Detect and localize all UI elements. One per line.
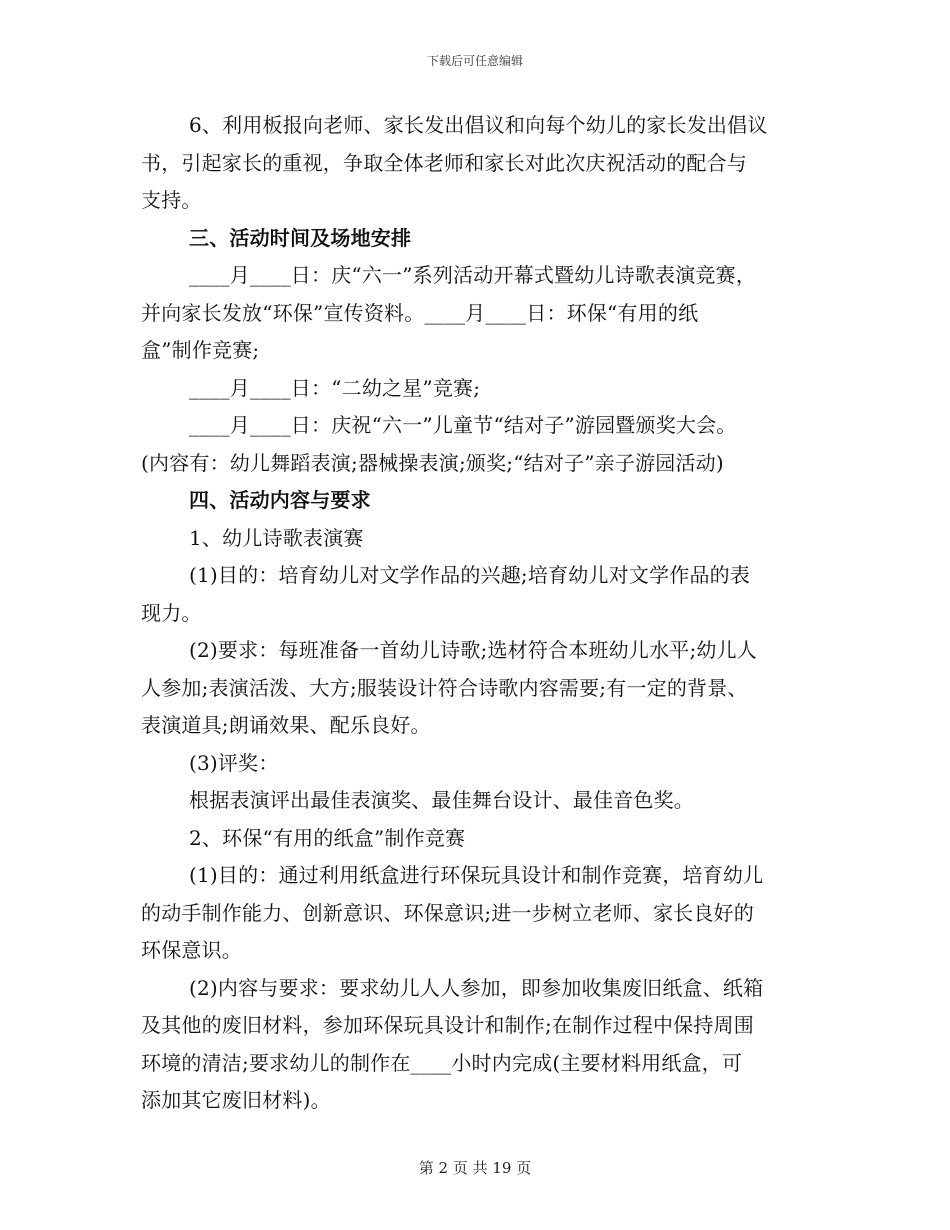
paragraph-line: 盒”制作竞赛; <box>141 338 260 362</box>
paragraph-line: 根据表演评出最佳表演奖、最佳舞台设计、最佳音色奖。 <box>189 788 694 812</box>
paragraph-line: 支持。 <box>141 188 202 212</box>
paragraph-line: ____月____日：庆“六一”系列活动开幕式暨幼儿诗歌表演竞赛， <box>189 263 757 287</box>
section-heading: 四、活动内容与要求 <box>189 488 371 512</box>
paragraph-line: 人参加;表演活泼、大方;服装设计符合诗歌内容需要;有一定的背景、 <box>141 675 748 700</box>
paragraph-line: ____月____日：“二幼之星”竞赛; <box>189 375 481 400</box>
paragraph-line: (1)目的：通过利用纸盒进行环保玩具设计和制作竞赛，培育幼儿 <box>189 863 764 887</box>
subsection-heading: 1、幼儿诗歌表演赛 <box>189 525 364 550</box>
paragraph-line: 的动手制作能力、创新意识、环保意识;进一步树立老师、家长良好的 <box>141 900 754 925</box>
paragraph-line: (2)内容与要求：要求幼儿人人参加，即参加收集废旧纸盒、纸箱 <box>189 975 764 1000</box>
paragraph-line: 添加其它废旧材料)。 <box>141 1088 331 1112</box>
paragraph-line: 表演道具;朗诵效果、配乐良好。 <box>141 713 431 737</box>
paragraph-line: ____月____日：庆祝“六一”儿童节“结对子”游园暨颁奖大会。 <box>189 413 737 437</box>
paragraph-line: 6、利用板报向老师、家长发出倡议和向每个幼儿的家长发出倡议 <box>189 113 768 137</box>
paragraph-line: 环境的清洁;要求幼儿的制作在____小时内完成(主要材料用纸盒，可 <box>141 1050 743 1075</box>
document-body <box>141 107 811 1120</box>
paragraph-line: 及其他的废旧材料，参加环保玩具设计和制作;在制作过程中保持周围 <box>141 1013 754 1037</box>
subsection-heading: 2、环保“有用的纸盒”制作竞赛 <box>189 825 466 850</box>
paragraph-line: 书，引起家长的重视，争取全体老师和家长对此次庆祝活动的配合与 <box>141 150 747 175</box>
paragraph-line: 并向家长发放“环保”宣传资料。____月____日：环保“有用的纸 <box>141 300 699 325</box>
paragraph-line: (内容有：幼儿舞蹈表演;器械操表演;颁奖;“结对子”亲子游园活动) <box>141 450 724 475</box>
paragraph-line: 环保意识。 <box>141 938 242 962</box>
section-heading: 三、活动时间及场地安排 <box>189 225 412 250</box>
paragraph-line: 现力。 <box>141 600 202 625</box>
page-number: 第 2 页 共 19 页 <box>418 1159 532 1177</box>
paragraph-line: (1)目的：培育幼儿对文学作品的兴趣;培育幼儿对文学作品的表 <box>189 563 751 587</box>
paragraph-line: (2)要求：每班准备一首幼儿诗歌;选材符合本班幼儿水平;幼儿人 <box>189 638 758 662</box>
page-header: 下载后可任意编辑 <box>426 54 523 68</box>
paragraph-line: (3)评奖： <box>189 750 279 775</box>
